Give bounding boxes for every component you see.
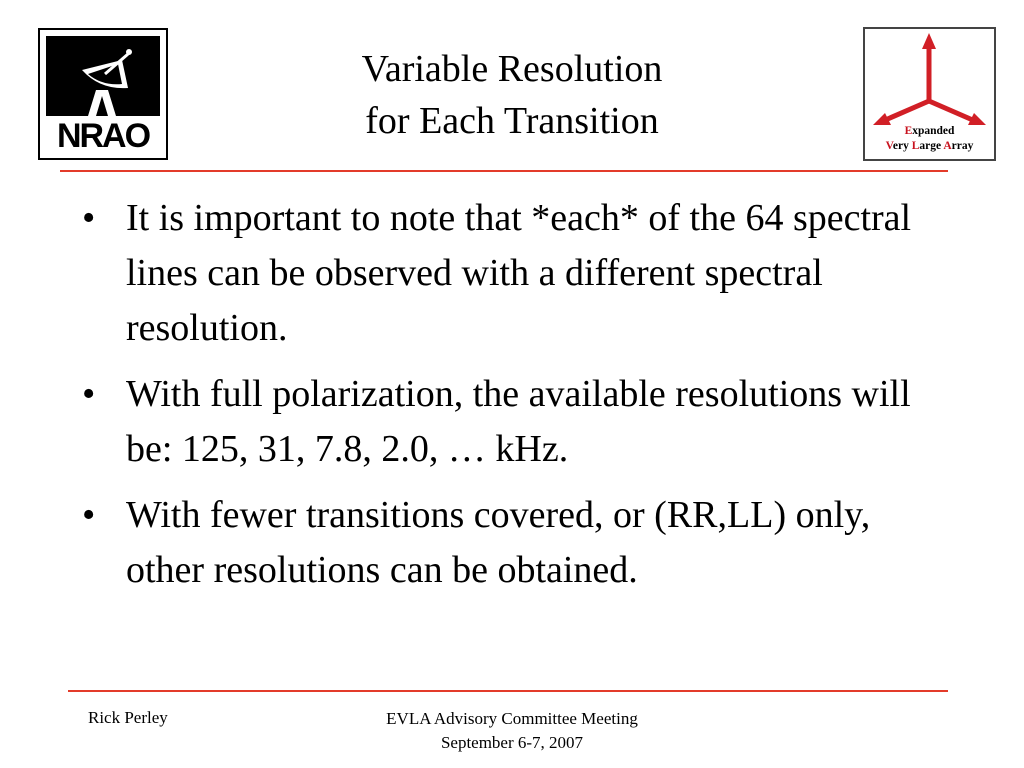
y-array-icon: [865, 29, 994, 125]
bullet-list: [82, 191, 942, 609]
footer-divider: [68, 690, 948, 692]
svg-text:NRAO: NRAO: [56, 117, 150, 155]
slide-title: [230, 43, 794, 147]
bullet-marker: •: [82, 373, 96, 415]
bullet-text: With fewer transitions covered, or (RR,LL) only, other resolutions can be obtained.: [126, 494, 871, 591]
bullet-text: It is important to note that *each* of the 64 spectral lines can be observed with a different spectral resolution.: [126, 197, 912, 349]
title-line-2: for Each Transition: [365, 100, 659, 142]
title-line-1: Variable Resolution: [361, 48, 663, 90]
nrao-logo: [38, 28, 168, 160]
evla-logo-line-2: Very Large Array: [885, 140, 974, 152]
footer-event-title: EVLA Advisory Committee Meeting: [386, 709, 638, 728]
footer-event-date: September 6-7, 2007: [440, 733, 584, 752]
bullet-item: [82, 488, 942, 598]
footer-event: [312, 707, 712, 755]
bullet-marker: •: [82, 197, 96, 239]
bullet-item: [82, 367, 942, 477]
header-divider: [60, 170, 948, 172]
footer-author: Rick Perley: [88, 708, 168, 727]
evla-logo-line-1: Expanded: [904, 125, 955, 137]
radio-telescope-icon: [40, 30, 166, 158]
evla-logo: [863, 27, 996, 161]
bullet-text: With full polarization, the available resolutions will be: 125, 31, 7.8, 2.0, … kHz.: [126, 373, 911, 470]
bullet-item: [82, 191, 942, 356]
bullet-marker: •: [82, 494, 96, 536]
